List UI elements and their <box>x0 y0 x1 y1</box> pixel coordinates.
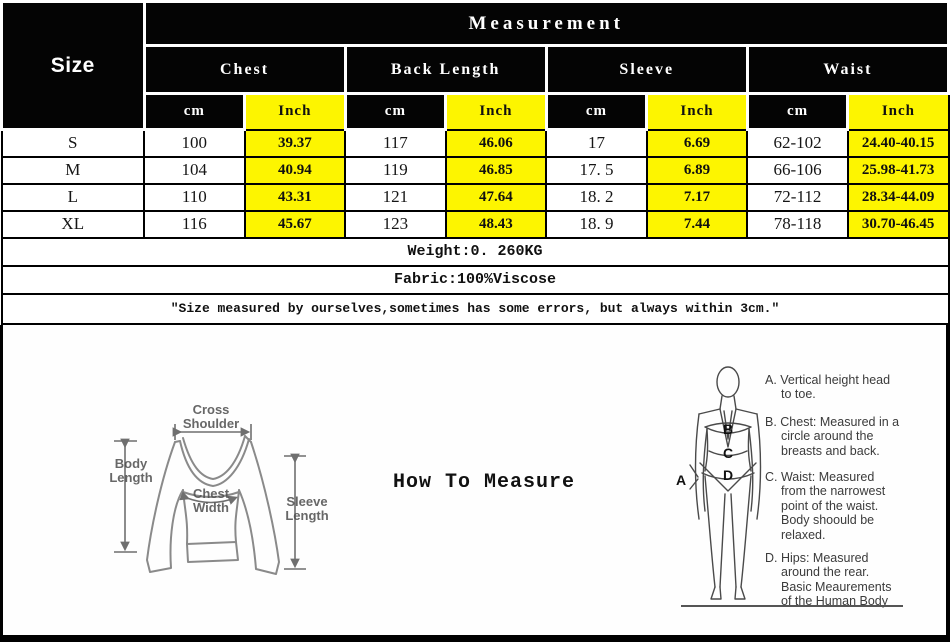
measurement-cell: 30.70-46.45 <box>848 211 949 238</box>
measurement-cell: 40.94 <box>245 157 346 184</box>
figure-marker-b: B <box>723 420 734 437</box>
note-b <box>765 415 915 459</box>
table-row-m <box>2 157 949 184</box>
measurement-cell: 45.67 <box>245 211 346 238</box>
measurement-cell: 48.43 <box>446 211 547 238</box>
note-d <box>765 551 915 609</box>
note-a <box>765 373 915 402</box>
body-length-label: Body Length <box>109 455 153 485</box>
figure-marker-c: C <box>723 444 734 461</box>
measurement-cell: 62-102 <box>747 130 848 157</box>
note-text: from the narrowest <box>781 484 886 499</box>
measurement-cell: 7.44 <box>647 211 748 238</box>
note-text: point of the waist. <box>781 498 879 513</box>
measurement-cell: 25.98-41.73 <box>848 157 949 184</box>
measurement-cell: 17 <box>546 130 647 157</box>
note-text: A. Vertical height head <box>765 372 891 387</box>
body-figure-diagram <box>668 361 780 611</box>
size-row-label: L <box>2 184 145 211</box>
note-text: relaxed. <box>781 527 826 542</box>
size-row-label: S <box>2 130 145 157</box>
unit-header-cm: cm <box>144 94 245 130</box>
measurement-cell: 78-118 <box>747 211 848 238</box>
note-text: D. Hips: Measured <box>765 550 869 565</box>
size-column-header: Size <box>2 2 145 130</box>
measurement-cell: 17. 5 <box>546 157 647 184</box>
measurement-cell: 6.69 <box>647 130 748 157</box>
measurement-cell: 6.89 <box>647 157 748 184</box>
size-row-label: XL <box>2 211 145 238</box>
group-header-back-length: Back Length <box>345 46 546 94</box>
measurement-cell: 47.64 <box>446 184 547 211</box>
measurement-cell: 43.31 <box>245 184 346 211</box>
unit-header-cm: cm <box>345 94 446 130</box>
how-to-measure-panel <box>0 325 950 642</box>
measurement-cell: 72-112 <box>747 184 848 211</box>
group-header-chest: Chest <box>144 46 345 94</box>
note-text: around the rear. <box>781 565 870 580</box>
measurement-cell: 117 <box>345 130 446 157</box>
ground-line <box>681 605 903 607</box>
note-text: to toe. <box>781 387 816 402</box>
fabric-note: Fabric:100%Viscose <box>2 266 949 294</box>
measurement-cell: 39.37 <box>245 130 346 157</box>
body-outline-icon <box>690 367 761 599</box>
weight-note: Weight:0. 260KG <box>2 238 949 266</box>
sleeve-length-label: Sleeve Length <box>285 493 329 523</box>
unit-header-cm: cm <box>546 94 647 130</box>
measurement-cell: 46.06 <box>446 130 547 157</box>
group-header-sleeve: Sleeve <box>546 46 747 94</box>
measurement-cell: 28.34-44.09 <box>848 184 949 211</box>
note-text: of the Human Body <box>781 594 889 609</box>
note-c <box>765 470 915 543</box>
unit-header-cm: cm <box>747 94 848 130</box>
measurement-cell: 119 <box>345 157 446 184</box>
group-header-waist: Waist <box>747 46 948 94</box>
note-text: Body shoould be <box>781 513 875 528</box>
measurement-cell: 123 <box>345 211 446 238</box>
chest-width-label: Chest Width <box>192 485 230 515</box>
size-disclaimer: ″Size measured by ourselves,sometimes has some errors, but always within 3cm.″ <box>2 294 949 324</box>
note-text: B. Chest: Measured in a <box>765 414 900 429</box>
measurement-cell: 100 <box>144 130 245 157</box>
measurement-cell: 18. 9 <box>546 211 647 238</box>
note-text: circle around the <box>781 429 874 444</box>
unit-header-inch: Inch <box>245 94 346 130</box>
how-to-measure-heading: How To Measure <box>393 470 576 494</box>
note-text: breasts and back. <box>781 443 880 458</box>
table-row-s <box>2 130 949 157</box>
measurement-cell: 24.40-40.15 <box>848 130 949 157</box>
figure-marker-d: D <box>723 466 734 483</box>
size-row-label: M <box>2 157 145 184</box>
unit-header-inch: Inch <box>848 94 949 130</box>
measurement-cell: 110 <box>144 184 245 211</box>
note-text: C. Waist: Measured <box>765 469 875 484</box>
table-row-xl <box>2 211 949 238</box>
unit-header-inch: Inch <box>647 94 748 130</box>
cross-shoulder-label: Cross Shoulder <box>182 401 240 431</box>
measurement-cell: 7.17 <box>647 184 748 211</box>
table-row-l <box>2 184 949 211</box>
measurement-cell: 18. 2 <box>546 184 647 211</box>
measurement-cell: 116 <box>144 211 245 238</box>
table-title: Measurement <box>144 2 948 46</box>
measurement-cell: 121 <box>345 184 446 211</box>
figure-marker-a: A <box>676 471 687 488</box>
measurement-cell: 46.85 <box>446 157 547 184</box>
note-text: Basic Meaurements <box>781 579 892 594</box>
unit-header-inch: Inch <box>446 94 547 130</box>
measurement-cell: 66-106 <box>747 157 848 184</box>
measurement-cell: 104 <box>144 157 245 184</box>
